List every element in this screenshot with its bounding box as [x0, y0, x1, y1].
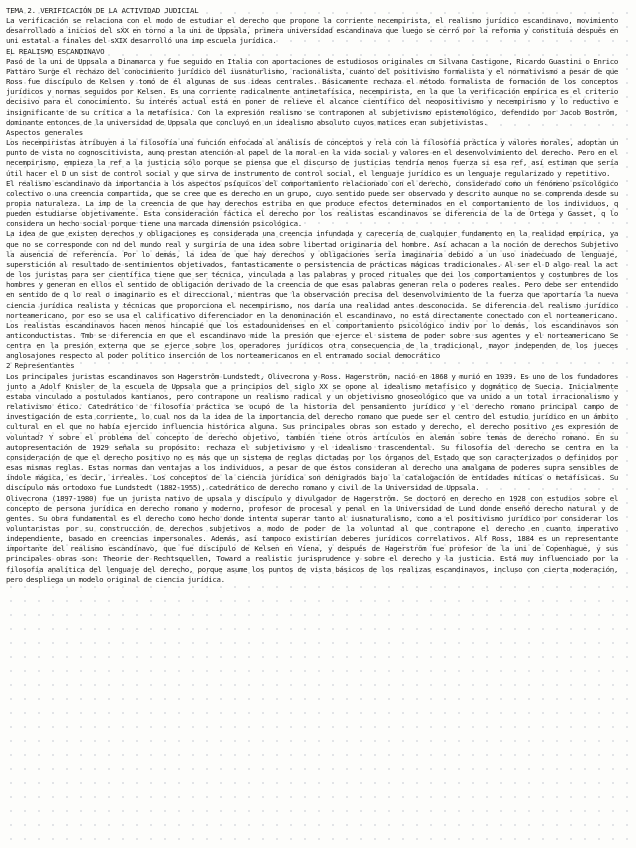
- section-heading-aspectos: Aspectos generales: [6, 127, 83, 137]
- section-heading-representantes: 2 Representantes: [6, 361, 75, 371]
- representantes-paragraph-1: Los principales juristas escandinavos son Hagerström Lundstedt, Olivecrona y Ross. Hagerström, nació en 1868 y murió en 1939. Es uno de los fundadores junto a Adolf Knisler de la escuela de Uppsala que a principios del siglo XX se opone al idealismo metafísico y dogmático de Suecia. Inicialmente estaba vinculado a postulados kantianos, pero contrapone un realismo radical y un objetivismo gnoseológico que va unido a un total irracionalismo y relativismo ético. Catedrático de filosofía práctica se ocupó de la historia del pensamiento jurídico y el derecho romano principal campo de investigación de esta corriente, lo cual nos da la idea de la importancia del derecho romano que puede ser el centro del estudio jurídico en un ámbito cultural en el que no había ejercido influencia histórica alguna. Sus principales obras son estado y derecho, el derecho positivo ¿es expresión de voluntad? Y sobre el problema del concepto de derecho objetivo, también tiene otros artículos en alemán sobre temas de derecho romano. En su autopresentación de 1929 señala su propósito: rechaza el subjetivismo y el idealismo trascendental. Su filosofía del derecho se centra en la consideración de que el derecho positivo no es más que un sistema de reglas dictadas por los órganos del Estado que son caracterizados o definidos por esas mismas reglas. Estas normas dan ventajas a los individuos, a pesar de que éstos consideran al derecho una amalgama de poderes supra sensibles de índole mágica, es decir, irreales. Los conceptos de la ciencia jurídica son denigrados bajo la catalogación de entidades míticas o metafísicas. Su discípulo más ortodoxo fue Lundstedt (1882-1955), catedrático de derecho romano y civil de la Universidad de Uppsala.: [6, 371, 618, 493]
- intro-paragraph: La verificación se relaciona con el modo de estudiar el derecho que propone la corriente necempirista, el realismo jurídico escandinavo, movimiento desarrollado a inicios del sXX en torno a la uni de Uppsala, primera universidad escandinava que luego se cerró por la reforma y constituía después en uni estatal a finales del sXIX desarrolló una imp escuela jurídica.: [6, 16, 618, 46]
- realismo-paragraph: Pasó de la uni de Uppsala a Dinamarca y fue seguido en Italia con aportaciones de estudiosos originales cm Silvana Castigone, Ricardo Guastini o Enrico Pattaro Surge el rechazo del conocimiento jurídico del iusnaturlismo, racionalista, cuanto del positivismo formalista y el normativismo a pesar de que Ross fue discípulo de Kelsen y tomó de él algunas de sus ideas centrales. Básicamente rechaza el método formalista de formación de los conceptos jurídicos y normas seguidos por Kelsen. Es una corriente radicalmente antimetafísica, necempirista, en la que la verificación empírica es el criterio decisivo para el conocimiento. Su interés actual está en poner de relieve el alcance científico del neopositivismo y necempirismo y lo reductivo e insignificante de su crítica a la metafísica. Con la expresión realismo se contraponen al subjetivismo epistemológico, defendido por Jacob Boström, dominante entonces de la universidad de Uppsala que concluyó en un idealismo absoluto cuyos matices eran subjetivistas.: [6, 56, 618, 127]
- document-title: TEMA 2. VERIFICACIÓN DE LA ACTIVIDAD JUDICIAL: [6, 6, 199, 15]
- aspectos-paragraph-2: El realismo escandinavo da importancia a los aspectos psíquicos del comportamiento relacionado con el derecho, considerado como un fenómeno psicológico colectivo o una creencia compartida, que se cree que es derecho en un grupo, cuyo sentido puede ser observado y descrito aunque no se comprenda desde su propia naturaleza. La imp de la creencia de que hay derechos estriba en que produce efectos determinados en el comportamiento de los individuos, q pueden estudiarse objetivamente. Esta consideración fáctica el derecho por los realistas escandinavos se diferencia de la de Ortega y Gasset, q lo considera un hecho social porque tiene una marcada dimensión psicológica.: [6, 178, 618, 229]
- aspectos-paragraph-1: Los necempiristas atribuyen a la filosofía una función enfocada al análisis de conceptos y rela con la filosofía práctica y valores morales, adoptan un punto de vista no cognoscitivista, aunq prestan atención al papel de la moral en la vida social y valores en el desenvolvimiento del derecho. Pero en el necempirismo, empieza la ref a la justicia sólo porque se piensa que el discurso de justicias tendría menos fuerza si esa ref, así estiman que sería útil hacer el D un sist de control social y que sirva de instrumento de control social, el lenguaje jurídico es un lenguaje regularizado y repetitivo.: [6, 138, 618, 178]
- aspectos-paragraph-3: La idea de que existen derechos y obligaciones es considerada una creencia infundada y carecería de cualquier fundamento en la realidad empírica, ya que no se corresponde con nd del mundo real y surgiría de una idea sobre libertad originaria del hombre. Así achacan a la noción de derechos Subjetivo la ausencia de referencia. Por lo demás, la idea de que hay derechos y obligaciones sería imaginaria debido a un uso inadecuado de lenguaje, superstición al resultado de sentimientos objetivados, fantasticamente o persistencia de prácticas mágicas tradicionales. Al ser el D algo real la act de los juristas para ser científica tiene que ser técnica, vinculada a las palabras y proced rituales que dei los comportamientos y costumbres de los hombres y generan en ellos el sentido de obligación derivado de la creencia de que esas palabras generan rela o poderes reales. Pero debe ser entendido en sentido de q lo real o imaginario es el direccional, mientras que la observación precisa del desenvolvimiento de la fuerza que aportaría la nueva ciencia jurídica realista y técnicas que proporciona el necempirismo, nos daría una realidad antes desconocida. Se diferencia del realismo jurídico norteamericano, por eso se usa el calificativo diferenciador en la denominación el escandinavo, no está directamente conectado con el norteamericano. Los realistas escandinavos hacen menos hincapié que los estadounidenses en el comportamiento psicológico indiv por lo demás, los escandinavos son anticonductistas. Tmb se diferencia en que el escandinavo mide la presión que ejerce el sistema de poder sobre sus agentes y el norteamericano Se centra en la presión externa que se ejerce sobre los operadores jurídicos otra consecuencia de la tradicional, mayor independen de los jueces anglosajones respecto al poder político inserción de los norteamericanos en el entramado social democrático: [6, 229, 618, 361]
- representantes-paragraph-2: Olivecrona (1897-1980) fue un jurista nativo de upsala y discípulo y divulgador de Hagerström. Se doctoró en derecho en 1928 con estudios sobre el concepto de persona jurídica en derecho romano y moderno, profesor de procesal y penal en la Universidad de Lund donde enseñó derecho natural y de gentes. Su obra fundamental es el derecho como hecho donde intenta superar tanto al iusnaturalismo, como a el positivismo jurídico por considerar los voluntaristas por su construcción de derechos subjetivos a modo de poder de la voluntad al que contrapone el derecho en cuanto imperativo independiente, basado en creencias impersonales. Además, así tampoco existirían deberes jurídicos correlativos. Alf Ross, 1884 es un representante importante del realismo escandinavo, que fue discípulo de Kelsen en Viena, y después de Hagerström fue profesor de la uni de Copenhague, y sus principales obras son: Theorie der Rechtsquellen, Toward a realistic jurisprudence y sobre el derecho y la justicia. Está muy influenciado por la filosofía analítica del lenguaje del derecho, porque asume los puntos de vista básicos de los realizas escandinavos, incluso con cierta moderación, pero despliega un modelo original de ciencia jurídica.: [6, 493, 618, 584]
- section-heading-realismo: EL REALISMO ESCANDINAVO: [6, 46, 105, 56]
